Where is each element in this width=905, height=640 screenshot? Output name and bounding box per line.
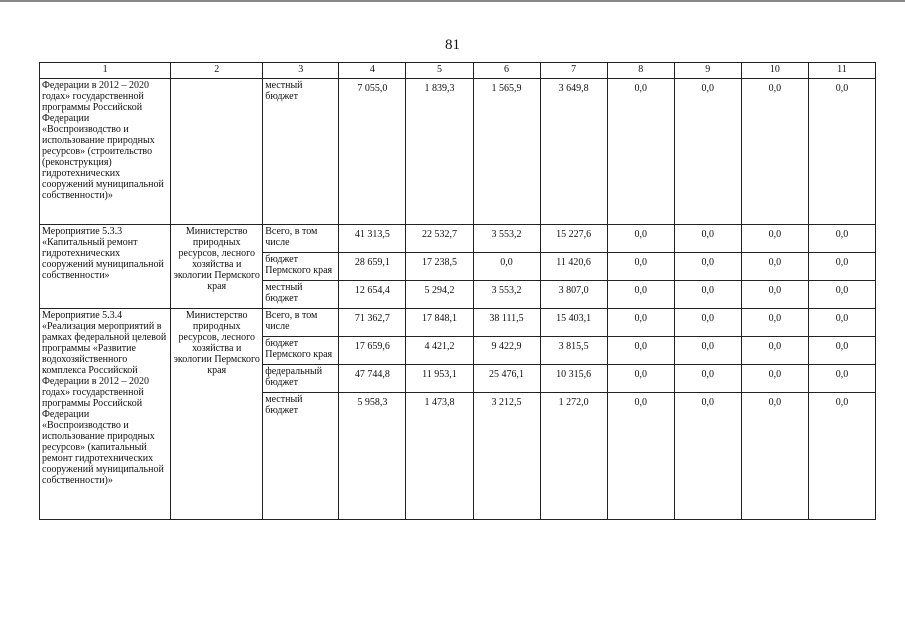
value-cell: 4 421,2 (406, 337, 473, 365)
value-cell: 15 403,1 (540, 309, 607, 337)
scan-top-edge (0, 0, 905, 2)
value-cell: 0,0 (808, 393, 875, 520)
value-cell: 0,0 (607, 393, 674, 520)
table-row (40, 309, 876, 337)
funding-source: бюджет Пермского края (263, 253, 339, 281)
value-cell: 0,0 (674, 365, 741, 393)
header-row (40, 63, 876, 79)
value-cell: 0,0 (607, 281, 674, 309)
table-row (40, 79, 876, 225)
value-cell: 0,0 (808, 337, 875, 365)
value-cell: 5 958,3 (339, 393, 406, 520)
value-cell: 0,0 (607, 79, 674, 225)
value-cell: 0,0 (808, 79, 875, 225)
value-cell: 0,0 (808, 253, 875, 281)
header-cell: 10 (741, 63, 808, 79)
value-cell: 0,0 (741, 225, 808, 253)
value-cell: 12 654,4 (339, 281, 406, 309)
value-cell: 3 553,2 (473, 281, 540, 309)
header-cell: 1 (40, 63, 171, 79)
header-cell: 6 (473, 63, 540, 79)
value-cell: 1 473,8 (406, 393, 473, 520)
funding-source: бюджет Пермского края (263, 337, 339, 365)
activity-name: Федерации в 2012 – 2020 годах» государственной программы Российской Федерации «Воспроизводство и использование природных ресурсов» (строительство (реконструкция) гидротехнических сооружений муниципальной собственности)» (40, 79, 171, 225)
value-cell: 0,0 (808, 281, 875, 309)
value-cell: 47 744,8 (339, 365, 406, 393)
value-cell: 17 238,5 (406, 253, 473, 281)
value-cell: 0,0 (607, 253, 674, 281)
executor: Министерство природных ресурсов, лесного хозяйства и экологии Пермского края (171, 309, 263, 520)
value-cell: 0,0 (808, 365, 875, 393)
value-cell: 0,0 (674, 337, 741, 365)
value-cell: 28 659,1 (339, 253, 406, 281)
value-cell: 3 815,5 (540, 337, 607, 365)
header-cell: 2 (171, 63, 263, 79)
value-cell: 0,0 (674, 309, 741, 337)
funding-source: Всего, в том числе (263, 225, 339, 253)
value-cell: 0,0 (741, 393, 808, 520)
funding-source: федеральный бюджет (263, 365, 339, 393)
value-cell: 0,0 (674, 225, 741, 253)
value-cell: 0,0 (607, 365, 674, 393)
value-cell: 0,0 (674, 393, 741, 520)
value-cell: 9 422,9 (473, 337, 540, 365)
header-cell: 9 (674, 63, 741, 79)
funding-source: местный бюджет (263, 393, 339, 520)
value-cell: 11 953,1 (406, 365, 473, 393)
value-cell: 3 553,2 (473, 225, 540, 253)
value-cell: 0,0 (741, 365, 808, 393)
value-cell: 1 272,0 (540, 393, 607, 520)
value-cell: 10 315,6 (540, 365, 607, 393)
value-cell: 0,0 (607, 309, 674, 337)
value-cell: 22 532,7 (406, 225, 473, 253)
page-number: 81 (445, 37, 460, 53)
value-cell: 25 476,1 (473, 365, 540, 393)
header-cell: 11 (808, 63, 875, 79)
value-cell: 0,0 (674, 281, 741, 309)
value-cell: 0,0 (808, 309, 875, 337)
executor: Министерство природных ресурсов, лесного хозяйства и экологии Пермского края (171, 225, 263, 309)
value-cell: 0,0 (741, 79, 808, 225)
value-cell: 15 227,6 (540, 225, 607, 253)
value-cell: 0,0 (674, 253, 741, 281)
header-cell: 7 (540, 63, 607, 79)
funding-source: местный бюджет (263, 281, 339, 309)
value-cell: 11 420,6 (540, 253, 607, 281)
value-cell: 7 055,0 (339, 79, 406, 225)
value-cell: 0,0 (607, 337, 674, 365)
value-cell: 1 839,3 (406, 79, 473, 225)
value-cell: 71 362,7 (339, 309, 406, 337)
value-cell: 38 111,5 (473, 309, 540, 337)
header-cell: 5 (406, 63, 473, 79)
funding-source: Всего, в том числе (263, 309, 339, 337)
value-cell: 0,0 (741, 253, 808, 281)
executor (171, 79, 263, 225)
header-cell: 3 (263, 63, 339, 79)
value-cell: 3 807,0 (540, 281, 607, 309)
value-cell: 1 565,9 (473, 79, 540, 225)
value-cell: 0,0 (473, 253, 540, 281)
value-cell: 41 313,5 (339, 225, 406, 253)
value-cell: 3 649,8 (540, 79, 607, 225)
value-cell: 17 659,6 (339, 337, 406, 365)
value-cell: 0,0 (741, 281, 808, 309)
budget-table (39, 62, 876, 520)
activity-name: Мероприятие 5.3.3 «Капитальный ремонт гидротехнических сооружений муниципальной собственности» (40, 225, 171, 309)
value-cell: 5 294,2 (406, 281, 473, 309)
header-cell: 8 (607, 63, 674, 79)
value-cell: 0,0 (674, 79, 741, 225)
funding-source: местный бюджет (263, 79, 339, 225)
value-cell: 17 848,1 (406, 309, 473, 337)
value-cell: 0,0 (607, 225, 674, 253)
value-cell: 0,0 (808, 225, 875, 253)
value-cell: 0,0 (741, 309, 808, 337)
value-cell: 3 212,5 (473, 393, 540, 520)
header-cell: 4 (339, 63, 406, 79)
table-row (40, 225, 876, 253)
value-cell: 0,0 (741, 337, 808, 365)
activity-name: Мероприятие 5.3.4 «Реализация мероприятий в рамках федеральной целевой программы «Развитие водохозяйственного комплекса Российской Федерации в 2012 – 2020 годах» государственной программы Российской Федерации «Воспроизводство и использование природных ресурсов» (капитальный ремонт гидротехнических сооружений муниципальной собственности)» (40, 309, 171, 520)
